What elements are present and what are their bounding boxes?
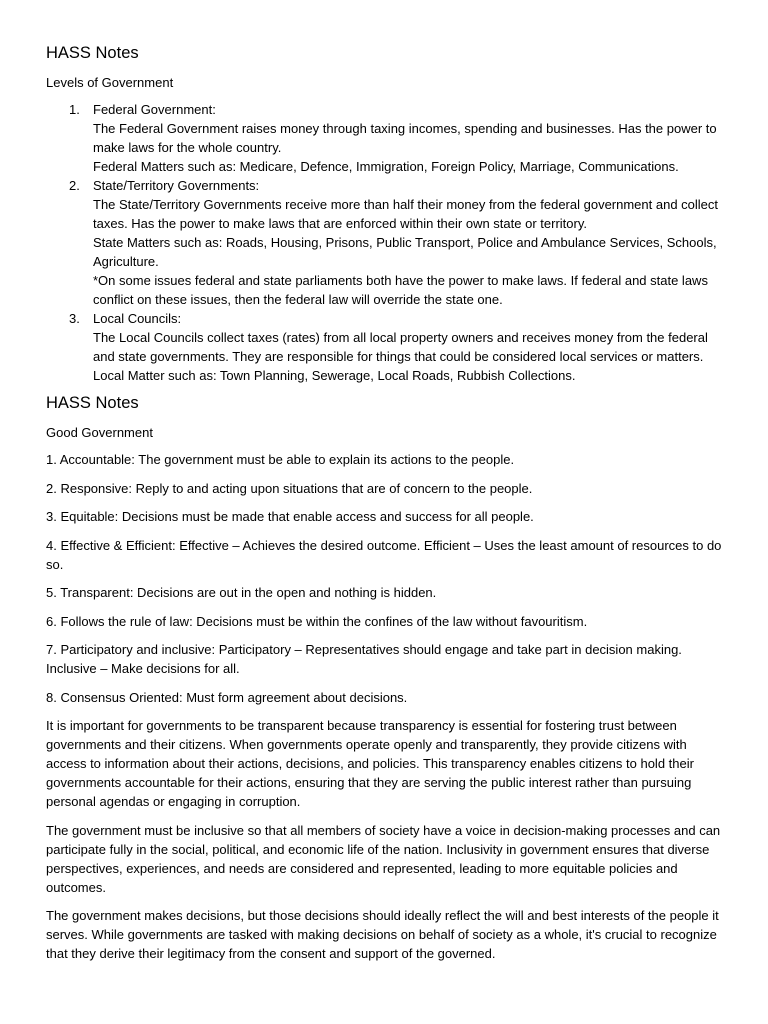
level-item-state [46, 176, 722, 309]
principle-item: 8. Consensus Oriented: Must form agreement about decisions. [46, 689, 408, 705]
principle-item: 1. Accountable: The government must be able to explain its actions to the people. [46, 452, 515, 467]
level-description: The Federal Government raises money through taxing incomes, spending and businesses. Has the power to make laws for the whole country. [93, 121, 717, 155]
levels-of-government-section [46, 42, 722, 385]
principle-item: 7. Participatory and inclusive: Participatory – Representatives should engage and take part in decision making. Inclusive – Make decisions for all. [46, 642, 682, 676]
principle-item: 3. Equitable: Decisions must be made that enable access and success for all people. [46, 509, 534, 524]
body-paragraph: The government must be inclusive so that all members of society have a voice in decision-making processes and can participate fully in the social, political, and economic life of the nation. Inclusivity in government ensures that diverse perspectives, experiences, and needs are considered and represented, leading to more equitable policies and outcomes. [46, 822, 721, 895]
principle-item: 6. Follows the rule of law: Decisions must be within the confines of the law without favouritism. [46, 613, 588, 629]
principles-list [46, 450, 722, 707]
level-matters: State Matters such as: Roads, Housing, Prisons, Public Transport, Police and Ambulance Services, Schools, Agriculture. [93, 235, 717, 269]
body-paragraph: The government makes decisions, but those decisions should ideally reflect the will and best interests of the people it serves. While governments are tasked with making decisions on behalf of society as a whole, it's crucial to recognize that they derive their legitimacy from the consent and support of the governed. [46, 908, 719, 961]
page-title: HASS Notes [46, 394, 139, 412]
paragraphs [46, 716, 722, 963]
level-note: *On some issues federal and state parliaments both have the power to make laws. If federal and state laws conflict on these issues, then the federal law will override the state one. [93, 273, 708, 307]
level-item-local [46, 309, 722, 385]
level-heading: State/Territory Governments: [93, 178, 260, 193]
principle-item: 4. Effective & Efficient: Effective – Achieves the desired outcome. Efficient – Uses the least amount of resources to do so. [46, 537, 722, 572]
document-page [46, 42, 722, 973]
section-subtitle: Good Government [46, 425, 153, 440]
levels-list [46, 100, 722, 385]
level-number: 3. [69, 311, 80, 326]
page-title: HASS Notes [46, 44, 139, 62]
level-description: The State/Territory Governments receive more than half their money from the federal government and collect taxes. Has the power to make laws that are enforced within their own state or territory. [93, 197, 719, 231]
level-matters: Federal Matters such as: Medicare, Defence, Immigration, Foreign Policy, Marriage, Communications. [93, 159, 679, 174]
section-subtitle: Levels of Government [46, 75, 174, 90]
body-paragraph: It is important for governments to be transparent because transparency is essential for fostering trust between governments and their citizens. When governments operate openly and transparently, they provide citizens with access to information about their actions, decisions, and policies. This transparency enables citizens to hold their governments accountable for their actions, ensuring that they are serving the public interest rather than pursuing personal agendas or engaging in corruption. [46, 718, 694, 809]
good-government-section [46, 392, 722, 963]
principle-item: 5. Transparent: Decisions are out in the open and nothing is hidden. [46, 585, 437, 600]
level-matters: Local Matter such as: Town Planning, Sewerage, Local Roads, Rubbish Collections. [93, 368, 576, 383]
level-heading: Federal Government: [93, 102, 216, 117]
level-item-federal [46, 100, 722, 176]
level-number: 1. [69, 102, 80, 117]
level-number: 2. [69, 178, 80, 193]
principle-item: 2. Responsive: Reply to and acting upon situations that are of concern to the people. [46, 480, 533, 496]
level-heading: Local Councils: [93, 311, 182, 326]
level-description: The Local Councils collect taxes (rates) from all local property owners and receives money from the federal and state governments. They are responsible for things that could be considered local services or matters. [93, 330, 708, 364]
